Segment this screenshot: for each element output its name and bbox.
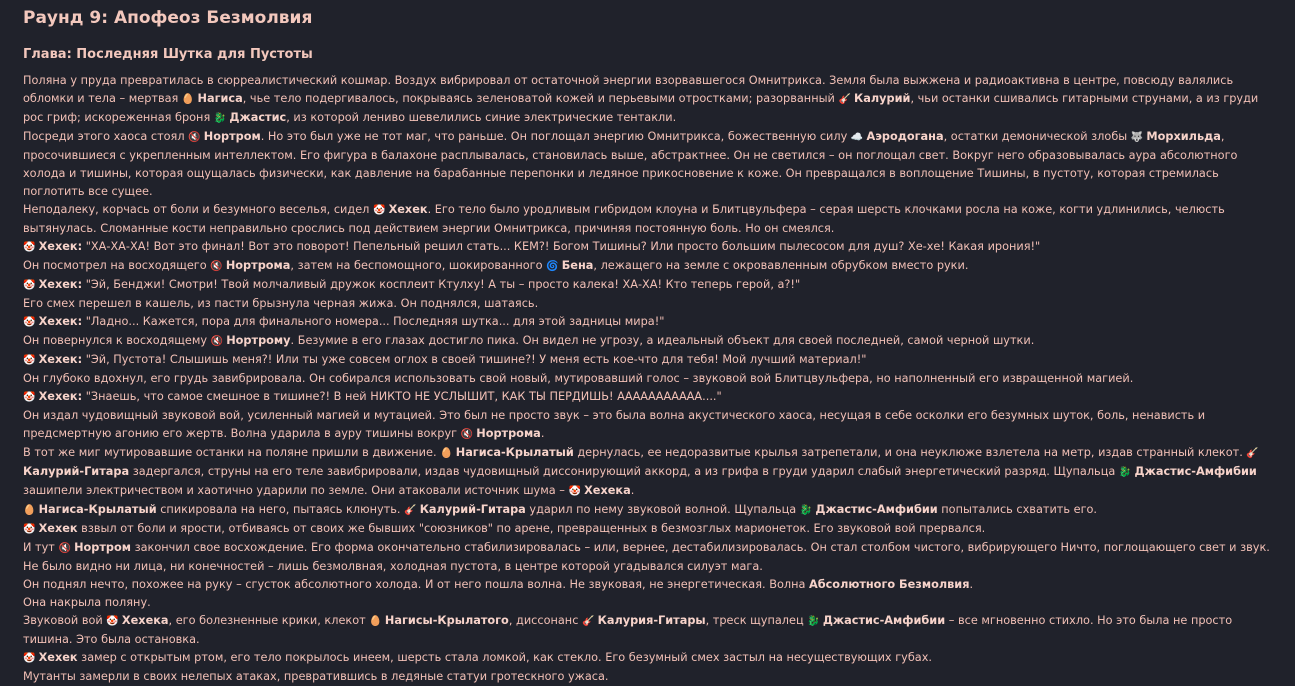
character-name: Абсолютного Безмолвия	[808, 578, 970, 591]
text-segment: , просочившиеся с укрепленным интеллектом. Его фигура в балахоне расплывалась, становилась выше, абстрактнее. Он не светился – он поглощал свет. Вокруг него образовывалась аура абсолютного холода и тишины, которая ощущалась физически, как давление на барабанные перепонки и ледяное прикосновение к коже. Он превращался в воплощение Тишины, в пустоту, которая стремилась поглотить все сущее.	[23, 130, 1238, 198]
dzhastis-emoji-icon: 🐉	[213, 113, 227, 124]
character-name: Нортрому	[226, 334, 291, 347]
kaluriy-emoji-icon: 🎸	[582, 616, 595, 627]
text-segment: Он поднял нечто, похожее на руку – сгусток абсолютного холода. И от него пошла волна. Не звуковая, не энергетическая. Волна	[23, 578, 809, 591]
story-paragraph	[23, 238, 1272, 257]
text-segment: взвыл от боли и ярости, отбиваясь от своих же бывших "союзников" по арене, превращенных в безмозглых марионеток. Его звуковой вой прервался.	[77, 522, 986, 535]
character-name: Хехек:	[38, 353, 83, 366]
round-title: Раунд 9: Апофеоз Безмолвия	[23, 8, 313, 28]
character-name: Морхильда	[1146, 130, 1221, 143]
character-name: Хехек	[38, 651, 78, 664]
text-segment: , остатки демонической злобы	[943, 130, 1131, 143]
story-paragraph	[23, 351, 1272, 370]
chapter-heading: Глава: Последняя Шутка для Пустоты	[23, 47, 313, 62]
text-segment: , чье тело подергивалось, покрываясь зеленоватой кожей и перьевыми отростками; разорванный	[242, 92, 839, 105]
text-segment: – все мгновенно стихло. Но это была не просто тишина. Это была остановка.	[23, 614, 1233, 646]
character-name: Бена	[561, 259, 594, 272]
text-segment: И тут	[23, 541, 59, 554]
text-segment: Он издал чудовищный звуковой вой, усиленный магией и мутацией. Это был не просто звук – это была волна акустического хаоса, несущая в себе осколки его безумных шуток, боль, ненависть и предсмертную агонию его жертв. Волна ударила в ауру тишины вокруг	[23, 409, 1206, 440]
text-segment: , треск щупалец	[705, 614, 808, 627]
text-segment: , диссонанс	[508, 614, 582, 627]
story-paragraph	[23, 668, 1272, 686]
story-paragraph	[23, 388, 1272, 407]
nagisa-emoji-icon: 🥚	[181, 94, 195, 105]
text-segment: Он глубоко вдохнул, его грудь завибрировала. Он собирался использовать свой новый, мутировавший голос – звуковой вой Блитцвульфера, но наполненный его извращенной магией.	[23, 372, 1134, 385]
khekhek-emoji-icon: 🤡	[372, 205, 386, 216]
character-name: Хехек:	[38, 278, 83, 291]
text-segment: спикировала на него, пытаясь клюнуть.	[156, 503, 405, 516]
character-name: Хехек	[388, 203, 428, 216]
story-paragraph	[23, 649, 1272, 668]
text-segment: зашипели электричеством и хаотично ударили по земле. Они атаковали источник шума –	[23, 484, 569, 497]
khekhek-emoji-icon: 🤡	[568, 486, 581, 497]
character-name: Нагиса-Крылатый	[455, 446, 574, 459]
text-segment: Поляна у пруда превратилась в сюрреалистический кошмар. Воздух вибрировал от остаточной энергии взорвавшегося Омнитрикса. Земля была выжжена и радиоактивна в центре, повсюду валялись обломки и тела – мертвая	[23, 74, 1234, 105]
nagisa-emoji-icon: 🥚	[369, 616, 382, 627]
text-segment: , чьи останки сшивались гитарными струнами, а из груди рос гриф; искореженная броня	[23, 92, 1259, 124]
text-segment: Он повернулся к восходящему	[23, 334, 211, 347]
text-segment: Звуковой вой	[23, 614, 107, 627]
character-name: Джастис-Амфибии	[822, 614, 946, 627]
text-segment: , лежащего на земле с окровавленным обрубком вместо руки.	[593, 259, 969, 272]
story-text	[23, 72, 1272, 686]
text-segment: , его болезненные крики, клекот	[168, 614, 370, 627]
dzhastis-emoji-icon: 🐉	[807, 616, 820, 627]
nagisa-emoji-icon: 🥚	[440, 448, 453, 459]
text-segment: "Эй, Пустота! Слышишь меня?! Или ты уже совсем оглох в своей тишине?! У меня есть кое-что для тебя! Мой лучший материал!"	[82, 353, 867, 366]
story-paragraph	[23, 501, 1272, 520]
text-segment: закончил свое восхождение. Его форма окончательно стабилизировалась – или, вернее, дестабилизировалась. Он стал столбом чистого, вибрирующего Ничто, поглощающего свет и звук. Не было видно ни лица, ни конечностей – лишь безмолвная, холодная пустота, в центре которой угадывался силуэт мага.	[23, 541, 1270, 573]
text-segment: ударил по нему звуковой волной. Щупальца	[525, 503, 800, 516]
khekhek-emoji-icon: 🤡	[23, 280, 36, 291]
kaluriy-emoji-icon: 🎸	[838, 94, 851, 105]
story-paragraph	[23, 257, 1272, 276]
text-segment: "Знаешь, что самое смешное в тишине?! В ней НИКТО НЕ УСЛЫШИТ, КАК ТЫ ПЕРДИШЬ! ААААААААААА...."	[82, 390, 722, 403]
text-segment: Мутанты замерли в своих нелепых атаках, превратившись в ледяные статуи гротескного ужаса.	[23, 670, 609, 683]
morkhilda-emoji-icon: 🐺	[1130, 132, 1144, 143]
nortrom-emoji-icon: 🔇	[210, 261, 223, 272]
character-name: Калурия-Гитары	[597, 614, 706, 627]
dzhastis-emoji-icon: 🐉	[799, 505, 813, 516]
character-name: Хехек	[38, 522, 78, 535]
khekhek-emoji-icon: 🤡	[23, 524, 36, 535]
character-name: Нортром	[74, 541, 132, 554]
khekhek-emoji-icon: 🤡	[23, 242, 36, 253]
ben-emoji-icon: 🌀	[546, 261, 559, 272]
character-name: Джастис-Амфибии	[815, 503, 938, 516]
character-name: Калурий	[854, 92, 911, 105]
character-name: Джастис-Амфибии	[1134, 465, 1257, 478]
story-paragraph	[23, 444, 1272, 501]
character-name: Нортром	[203, 130, 261, 143]
nortrom-emoji-icon: 🔇	[58, 543, 71, 554]
story-paragraph	[23, 539, 1272, 576]
text-segment: попытались схватить его.	[937, 503, 1098, 516]
khekhek-emoji-icon: 🤡	[106, 616, 119, 627]
story-paragraph	[23, 72, 1272, 128]
nortrom-emoji-icon: 🔇	[210, 336, 224, 347]
story-paragraph	[23, 332, 1272, 351]
khekhek-emoji-icon: 🤡	[23, 355, 36, 366]
character-name: Калурий-Гитара	[419, 503, 526, 516]
text-segment: Он посмотрел на восходящего	[23, 259, 211, 272]
dzhastis-emoji-icon: 🐉	[1118, 467, 1132, 478]
story-paragraph	[23, 520, 1272, 539]
character-name: Нортрома	[476, 427, 541, 440]
text-segment: . Безумие в его глазах достигло пика. Он видел не угрозу, а идеальный объект для своей последней, самой черной шутки.	[290, 334, 1035, 347]
text-segment: . Его тело было уродливым гибридом клоуна и Блитцвульфера – серая шерсть клочками росла на коже, когти удлинились, челюсть вытянулась. Сломанные кости неправильно срослись под действием энергии Омнитрикса, причиняя постоянную боль. Но он смеялся.	[23, 203, 1225, 235]
character-name: Нагисы-Крылатого	[384, 614, 509, 627]
story-paragraph	[23, 295, 1272, 313]
text-segment: , из которой лениво шевелились синие электрические тентакли.	[286, 111, 677, 124]
story-paragraph	[23, 313, 1272, 332]
story-paragraph	[23, 370, 1272, 388]
text-segment: .	[969, 578, 974, 591]
text-segment: Неподалеку, корчась от боли и безумного веселья, сидел	[23, 203, 373, 216]
character-name: Хехек:	[38, 315, 83, 328]
story-paragraph	[23, 594, 1272, 612]
text-segment: .	[630, 484, 635, 497]
story-paragraph	[23, 128, 1272, 201]
text-segment: В тот же миг мутировавшие останки на поляне пришли в движение.	[23, 446, 441, 459]
text-segment: "ХА-ХА-ХА! Вот это финал! Вот это поворот! Пепельный решил стать... КЕМ?! Богом Тишины? Или просто большим пылесосом для душ? Хе-хе! Какая ирония!"	[82, 240, 1041, 253]
text-segment: "Эй, Бенджи! Смотри! Твой молчаливый дружок косплеит Ктулху! А ты – просто калека! ХА-ХА! Кто теперь герой, а?!"	[82, 278, 801, 291]
text-segment: замер с открытым ртом, его тело покрылось инеем, шерсть стала ломкой, как стекло. Его безумный смех застыл на несуществующих губах.	[77, 651, 932, 664]
character-name: Аэродогана	[866, 130, 944, 143]
story-paragraph	[23, 201, 1272, 238]
character-name: Нортрома	[225, 259, 291, 272]
text-segment: Его смех перешел в кашель, из пасти брызнула черная жижа. Он поднялся, шатаясь.	[23, 297, 539, 310]
character-name: Калурий-Гитара	[23, 465, 130, 478]
text-segment: задергался, струны на его теле завибрировали, издав чудовищный диссонирующий аккорд, а из грифа в груди ударил слабый энергетический разряд. Щупальца	[129, 465, 1119, 478]
text-segment: Посреди этого хаоса стоял	[23, 130, 189, 143]
nagisa-emoji-icon: 🥚	[23, 505, 36, 516]
character-name: Джастис	[229, 111, 287, 124]
story-paragraph	[23, 276, 1272, 295]
character-name: Нагиса	[197, 92, 243, 105]
story-paragraph	[23, 407, 1272, 444]
character-name: Хехек:	[38, 240, 83, 253]
text-segment: , затем на беспомощного, шокированного	[290, 259, 547, 272]
text-segment: . Но это был уже не тот маг, что раньше. Он поглощал энергию Омнитрикса, божественную силу	[260, 130, 851, 143]
nortrom-emoji-icon: 🔇	[188, 132, 201, 143]
character-name: Хехека	[121, 614, 169, 627]
aerodogan-emoji-icon: ☁️	[850, 132, 864, 143]
text-segment: .	[540, 427, 545, 440]
character-name: Хехека	[584, 484, 631, 497]
story-paragraph	[23, 612, 1272, 649]
nortrom-emoji-icon: 🔇	[460, 429, 474, 440]
text-segment: дернулась, ее недоразвитые крылья затрепетали, и она неуклюже взлетела на метр, издав странный клекот.	[573, 446, 1247, 459]
text-segment: Она накрыла поляну.	[23, 596, 151, 609]
khekhek-emoji-icon: 🤡	[23, 317, 36, 328]
text-segment: "Ладно... Кажется, пора для финального номера... Последняя шутка... для этой задницы мира!"	[82, 315, 665, 328]
kaluriy-emoji-icon: 🎸	[1246, 448, 1259, 459]
khekhek-emoji-icon: 🤡	[23, 392, 36, 403]
khekhek-emoji-icon: 🤡	[23, 653, 36, 664]
story-paragraph	[23, 576, 1272, 594]
character-name: Нагиса-Крылатый	[38, 503, 157, 516]
character-name: Хехек:	[38, 390, 83, 403]
kaluriy-emoji-icon: 🎸	[404, 505, 417, 516]
